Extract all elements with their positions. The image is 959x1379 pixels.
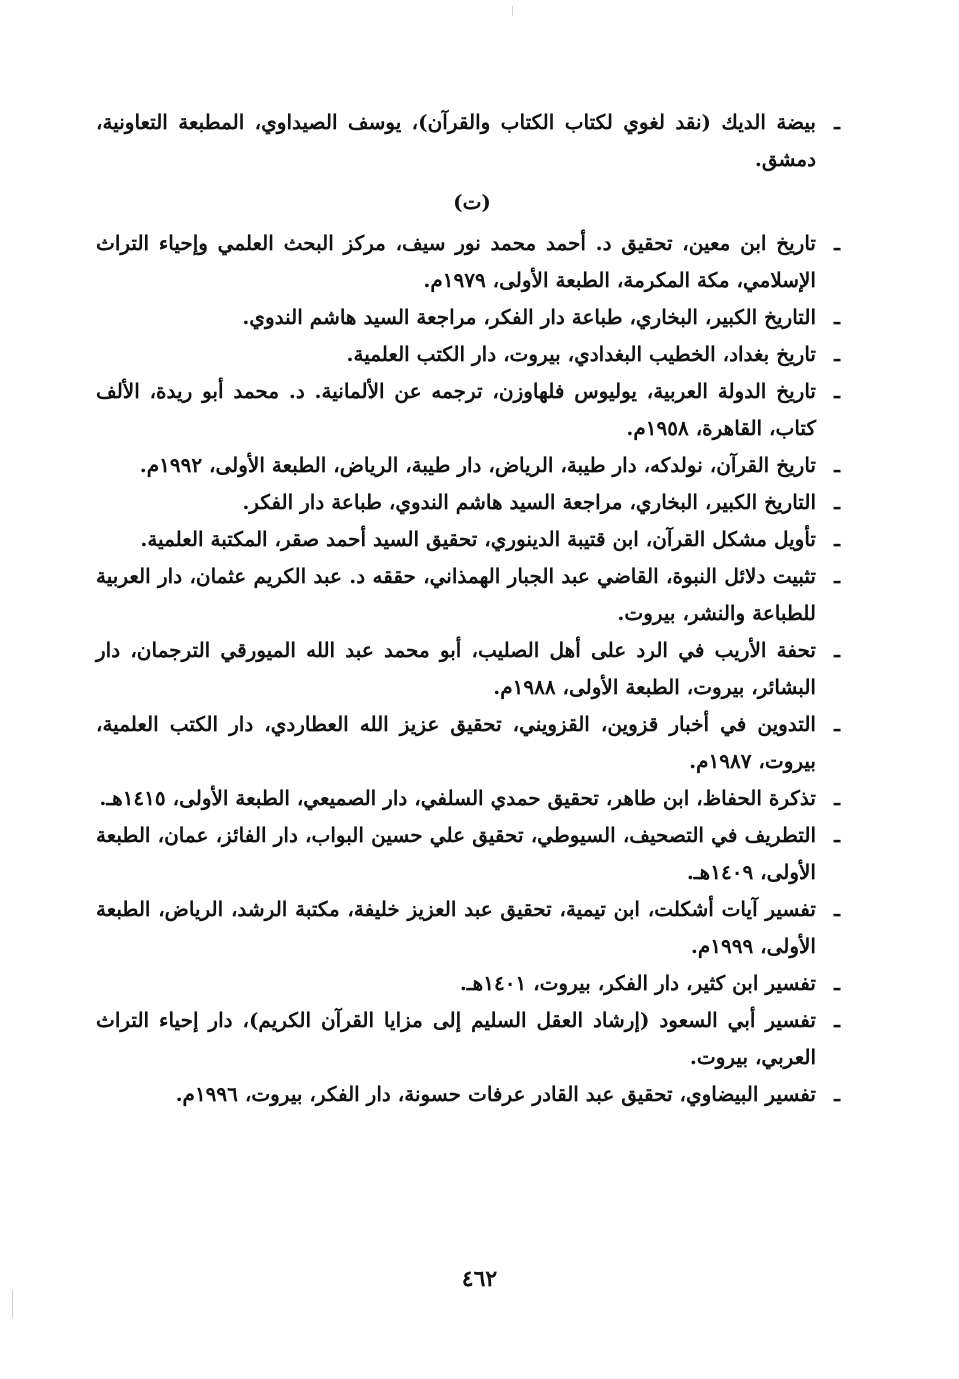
entry-dash: ـ bbox=[834, 897, 840, 921]
entry-text: بيضة الديك (نقد لغوي لكتاب الكتاب والقرآن)، يوسف الصيداوي، المطبعة التعاونية، دمشق. bbox=[96, 110, 816, 171]
entry-dash: ـ bbox=[834, 305, 840, 329]
entry-text: التدوين في أخبار قزوين، القزويني، تحقيق عزيز الله العطاردي، دار الكتب العلمية، بيروت، ١٩٨٧م. bbox=[96, 712, 816, 773]
bibliography-entry bbox=[96, 447, 848, 484]
entry-dash: ـ bbox=[834, 712, 840, 736]
bibliography-entry bbox=[96, 1002, 848, 1076]
entry-text: التاريخ الكبير، البخاري، طباعة دار الفكر، مراجعة السيد هاشم الندوي. bbox=[242, 305, 816, 329]
entry-dash: ـ bbox=[834, 823, 840, 847]
entry-dash: ـ bbox=[834, 1082, 840, 1106]
bibliography-entry bbox=[96, 336, 848, 373]
entry-dash: ـ bbox=[834, 1008, 840, 1032]
entry-text: التاريخ الكبير، البخاري، مراجعة السيد هاشم الندوي، طباعة دار الفكر. bbox=[242, 490, 816, 514]
bibliography-entry bbox=[96, 104, 848, 178]
entry-text: تفسير أبي السعود (إرشاد العقل السليم إلى مزايا القرآن الكريم)، دار إحياء التراث العربي، بيروت. bbox=[96, 1008, 816, 1069]
bibliography-entry bbox=[96, 558, 848, 632]
bibliography-entry bbox=[96, 817, 848, 891]
section-heading-ta: (ت) bbox=[453, 190, 491, 214]
entry-dash: ـ bbox=[834, 231, 840, 255]
scan-margin-mark bbox=[12, 1290, 13, 1318]
entry-text: التطريف في التصحيف، السيوطي، تحقيق علي حسين البواب، دار الفائز، عمان، الطبعة الأولى، ١٤٠٩هـ. bbox=[96, 823, 816, 884]
bibliography-entry bbox=[96, 484, 848, 521]
bibliography-entry bbox=[96, 891, 848, 965]
entry-dash: ـ bbox=[834, 453, 840, 477]
bibliography-page bbox=[96, 104, 848, 1113]
bibliography-entry bbox=[96, 632, 848, 706]
entry-text: تذكرة الحفاظ، ابن طاهر، تحقيق حمدي السلفي، دار الصميعي، الطبعة الأولى، ١٤١٥هـ. bbox=[99, 786, 816, 810]
scan-mark-top bbox=[512, 6, 513, 16]
entry-dash: ـ bbox=[834, 379, 840, 403]
bibliography-entry bbox=[96, 965, 848, 1002]
entry-dash: ـ bbox=[834, 564, 840, 588]
bibliography-entry bbox=[96, 1076, 848, 1113]
entry-text: تحفة الأريب في الرد على أهل الصليب، أبو محمد عبد الله الميورقي الترجمان، دار البشائر، بيروت، الطبعة الأولى، ١٩٨٨م. bbox=[96, 638, 816, 699]
entry-text: تاريخ بغداد، الخطيب البغدادي، بيروت، دار الكتب العلمية. bbox=[346, 342, 816, 366]
entry-dash: ـ bbox=[834, 971, 840, 995]
bibliography-entry bbox=[96, 373, 848, 447]
entry-dash: ـ bbox=[834, 342, 840, 366]
bibliography-entry bbox=[96, 780, 848, 817]
entry-dash: ـ bbox=[834, 527, 840, 551]
bibliography-entry bbox=[96, 521, 848, 558]
entry-dash: ـ bbox=[834, 490, 840, 514]
entry-dash: ـ bbox=[834, 638, 840, 662]
entry-text: تثبيت دلائل النبوة، القاضي عبد الجبار الهمذاني، حققه د. عبد الكريم عثمان، دار العربية للطباعة والنشر، بيروت. bbox=[96, 564, 816, 625]
entry-text: تاريخ القرآن، نولدكه، دار طيبة، الرياض، دار طيبة، الرياض، الطبعة الأولى، ١٩٩٢م. bbox=[139, 453, 816, 477]
entry-text: تفسير ابن كثير، دار الفكر، بيروت، ١٤٠١هـ. bbox=[459, 971, 816, 995]
bibliography-entry bbox=[96, 225, 848, 299]
entry-text: تفسير البيضاوي، تحقيق عبد القادر عرفات حسونة، دار الفكر، بيروت، ١٩٩٦م. bbox=[175, 1082, 816, 1106]
bibliography-entry bbox=[96, 706, 848, 780]
entry-dash: ـ bbox=[834, 110, 840, 134]
entry-text: تاريخ ابن معين، تحقيق د. أحمد محمد نور سيف، مركز البحث العلمي وإحياء التراث الإسلامي، مكة المكرمة، الطبعة الأولى، ١٩٧٩م. bbox=[96, 231, 816, 292]
page-number: ٤٦٢ bbox=[461, 1266, 498, 1292]
entry-text: تأويل مشكل القرآن، ابن قتيبة الدينوري، تحقيق السيد أحمد صقر، المكتبة العلمية. bbox=[140, 527, 816, 551]
bibliography-entry bbox=[96, 299, 848, 336]
entry-text: تاريخ الدولة العربية، يوليوس فلهاوزن، ترجمه عن الألمانية. د. محمد أبو ريدة، الألف كتاب، القاهرة، ١٩٥٨م. bbox=[96, 379, 816, 440]
entry-dash: ـ bbox=[834, 786, 840, 810]
entry-text: تفسير آيات أشكلت، ابن تيمية، تحقيق عبد العزيز خليفة، مكتبة الرشد، الرياض، الطبعة الأولى، ١٩٩٩م. bbox=[96, 897, 816, 958]
